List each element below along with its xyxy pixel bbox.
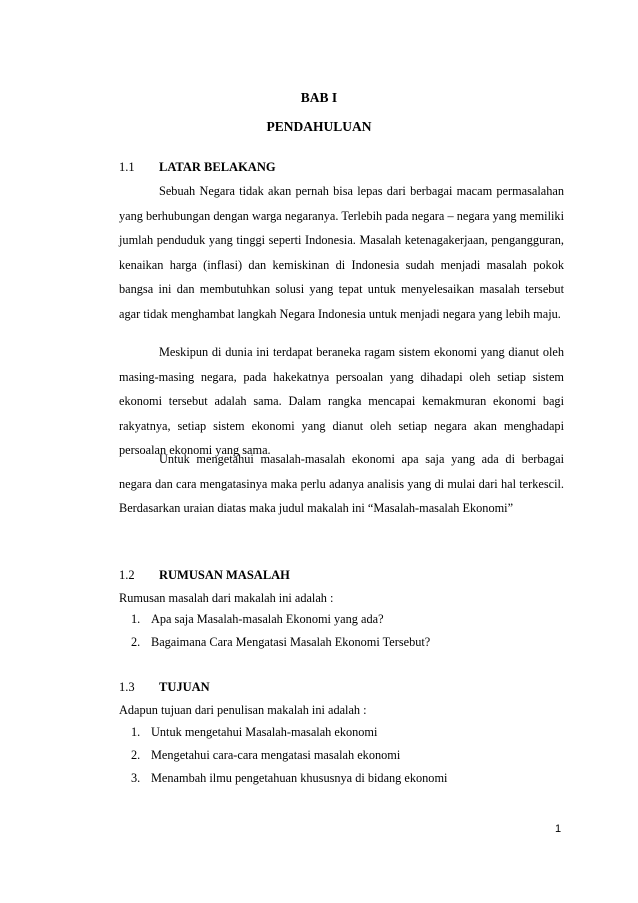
section-heading-tujuan (119, 680, 210, 695)
paragraph-3: Untuk mengetahui masalah-masalah ekonomi apa saja yang ada di berbagai negara dan cara mengatasinya maka perlu adanya analisis yang di mulai dari hal terkescil. Berdasarkan uraian diatas maka judul makalah ini “Masalah-masalah Ekonomi” (119, 452, 564, 516)
section-number: 1.1 (119, 160, 135, 174)
list-item: 2. Bagaimana Cara Mengatasi Masalah Ekonomi Tersebut? (131, 635, 431, 649)
section-number: 1.3 (119, 680, 135, 694)
list-item: 1. Apa saja Masalah-masalah Ekonomi yang ada? (131, 612, 384, 626)
section-heading-rumusan-masalah (119, 568, 290, 583)
paragraph-2: Meskipun di dunia ini terdapat beraneka ragam sistem ekonomi yang dianut oleh masing-masing negara, pada hakekatnya persoalan yang dihadapi oleh setiap sistem ekonomi tersebut adalah sama. Dalam rangka mencapai kemakmuran ekonomi bagi rakyatnya, setiap sistem ekonomi yang dianut oleh setiap negara akan menghadapi persoalan ekonomi yang sama. (119, 345, 564, 458)
paragraph-1: Sebuah Negara tidak akan pernah bisa lepas dari berbagai macam permasalahan yang berhubungan dengan warga negaranya. Terlebih pada negara – negara yang memiliki jumlah penduduk yang tinggi seperti Indonesia. Masalah ketenagakerjaan, pengangguran, kenaikan harga (inflasi) dan kemiskinan di Indonesia sudah menjadi masalah pokok bangsa ini dan membutuhkan solusi yang tepat untuk menyelesaikan masalah tersebut agar tidak menghambat langkah Negara Indonesia untuk menjadi negara yang lebih maju. (119, 184, 564, 321)
list-item: 3. Menambah ilmu pengetahuan khususnya di bidang ekonomi (131, 771, 448, 785)
list-item: 1. Untuk mengetahui Masalah-masalah ekonomi (131, 725, 378, 739)
tujuan-list (119, 721, 447, 790)
rumusan-intro: Rumusan masalah dari makalah ini adalah : (119, 591, 334, 605)
section-title: TUJUAN (159, 680, 210, 694)
section-number: 1.2 (119, 568, 135, 582)
list-item: 2. Mengetahui cara-cara mengatasi masalah ekonomi (131, 748, 401, 762)
tujuan-intro: Adapun tujuan dari penulisan makalah ini adalah : (119, 703, 367, 717)
chapter-subtitle: PENDAHULUAN (266, 119, 372, 134)
rumusan-list (119, 608, 430, 654)
section-title: LATAR BELAKANG (159, 160, 276, 174)
page-number: 1 (555, 823, 562, 835)
section-title: RUMUSAN MASALAH (159, 568, 290, 582)
section-heading-latar-belakang (119, 160, 276, 175)
chapter-title: BAB I (300, 90, 338, 105)
